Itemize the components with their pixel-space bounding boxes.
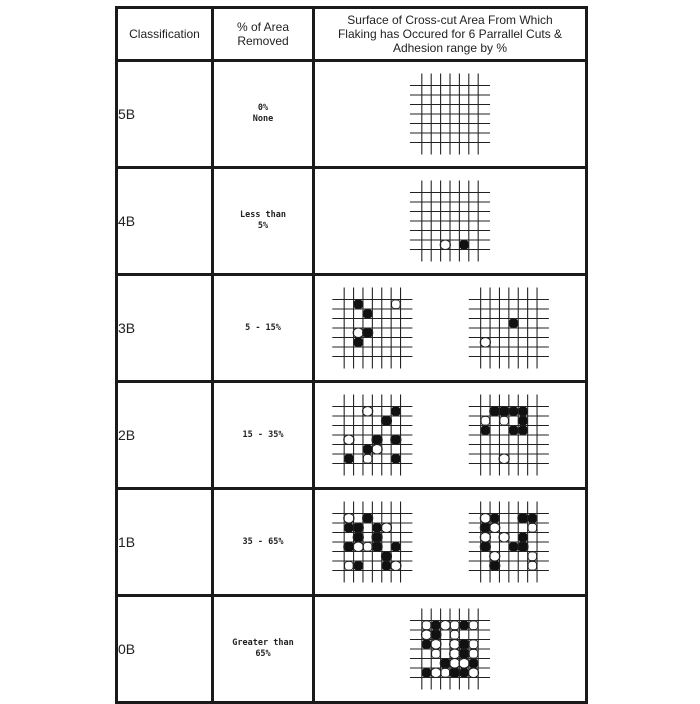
flaked-cell — [372, 542, 382, 552]
flaked-cell — [499, 454, 509, 464]
flaked-cell — [459, 649, 469, 659]
flaked-cell — [480, 523, 490, 533]
flaked-cell — [345, 524, 353, 533]
classification-cell: 2B — [117, 382, 213, 489]
flaked-cell — [381, 416, 391, 426]
flaked-cell — [518, 542, 528, 552]
area-removed-text: Greater than 65% — [232, 638, 294, 659]
area-removed-text: Less than 5% — [239, 210, 287, 231]
flaked-cell — [372, 533, 382, 543]
crosscut-illustration — [315, 169, 585, 273]
flaked-cell — [469, 650, 477, 659]
flaked-cell — [382, 562, 390, 571]
flaked-cell — [431, 630, 441, 640]
flaked-cell — [518, 514, 528, 524]
flaked-cell — [450, 640, 460, 650]
crosscut-grid — [410, 609, 490, 690]
crosscut-illustration — [315, 62, 585, 166]
area-removed-text: 0% None — [252, 103, 274, 124]
flaked-cell — [509, 319, 517, 328]
flaked-cell — [440, 240, 450, 250]
flaked-cell — [499, 533, 509, 543]
flaked-cell — [468, 668, 478, 678]
flaked-cell — [450, 668, 460, 678]
flaked-cell — [500, 417, 508, 426]
table-row-3b — [117, 275, 587, 382]
flaked-cell — [421, 630, 431, 640]
flaked-cell — [450, 631, 458, 640]
classification-cell: 0B — [117, 596, 213, 703]
flaked-cell — [392, 300, 400, 309]
flaked-cell — [450, 649, 460, 659]
flaked-cell — [519, 426, 527, 435]
area-removed-cell — [213, 61, 314, 168]
flaked-cell — [391, 561, 401, 571]
flaked-cell — [422, 621, 430, 630]
header-surface-label: Surface of Cross-cut Area From Which Flaking has Occured for 6 Parrallel Cuts & Adhesion range by % — [337, 13, 563, 55]
area-removed-cell — [213, 382, 314, 489]
flaked-cell — [528, 562, 536, 571]
flaked-cell — [362, 407, 372, 417]
flaked-cell — [460, 621, 468, 630]
crosscut-illustration — [315, 383, 585, 487]
flaked-cell — [480, 542, 490, 552]
crosscut-illustration — [315, 597, 585, 701]
header-area-removed — [213, 8, 314, 61]
area-removed-text: 35 - 65% — [242, 536, 284, 547]
flaked-cell — [481, 426, 489, 435]
table-row-4b — [117, 168, 587, 275]
classification-cell: 3B — [117, 275, 213, 382]
flaked-cell — [440, 659, 450, 669]
flaked-cell — [344, 514, 354, 524]
header-surface — [314, 8, 587, 61]
flaked-cell — [381, 523, 391, 533]
flaked-cell — [422, 640, 430, 649]
flaked-cell — [469, 621, 477, 630]
flaked-cell — [459, 659, 469, 669]
table-row-5b — [117, 61, 587, 168]
classification-cell: 1B — [117, 489, 213, 596]
flaked-cell — [499, 407, 509, 417]
flaked-cell — [363, 310, 371, 319]
flaked-cell — [528, 514, 536, 523]
flaked-cell — [432, 621, 440, 630]
flaked-cell — [519, 407, 527, 416]
flaked-cell — [490, 552, 500, 562]
table-row-2b — [117, 382, 587, 489]
flaked-cell — [372, 445, 382, 455]
flaked-cell — [431, 640, 441, 650]
flaked-cell — [450, 621, 458, 630]
crosscut-grid — [332, 288, 412, 369]
flaked-cell — [354, 300, 362, 309]
flaked-cell — [363, 455, 371, 464]
flaked-cell — [392, 455, 400, 464]
flaked-cell — [519, 417, 527, 426]
flaked-cell — [373, 524, 381, 533]
classification-cell: 5B — [117, 61, 213, 168]
header-classification-label: Classification — [129, 27, 200, 41]
flaked-cell — [345, 562, 353, 571]
crosscut-illustration-cell — [314, 168, 587, 275]
flaked-cell — [469, 659, 477, 668]
flaked-cell — [344, 435, 354, 445]
flaked-cell — [353, 328, 363, 338]
area-removed-text: 15 - 35% — [242, 429, 284, 440]
crosscut-illustration-cell — [314, 275, 587, 382]
flaked-cell — [519, 533, 527, 542]
crosscut-grid — [469, 395, 549, 476]
flaked-cell — [362, 328, 372, 338]
flaked-cell — [431, 668, 441, 678]
crosscut-grid — [469, 288, 549, 369]
crosscut-grid — [410, 74, 490, 155]
flaked-cell — [362, 514, 372, 524]
flaked-cell — [480, 533, 490, 543]
area-removed-cell — [213, 275, 314, 382]
flaked-cell — [509, 407, 517, 416]
flaked-cell — [459, 640, 469, 650]
flaked-cell — [481, 417, 489, 426]
crosscut-illustration-cell — [314, 596, 587, 703]
flaked-cell — [460, 241, 468, 250]
crosscut-grid — [332, 502, 412, 583]
flaked-cell — [490, 407, 500, 417]
adhesion-classification-table-wrapper — [115, 6, 585, 694]
classification-cell: 4B — [117, 168, 213, 275]
flaked-cell — [528, 524, 536, 533]
flaked-cell — [509, 426, 517, 435]
area-removed-cell — [213, 168, 314, 275]
adhesion-classification-table — [115, 6, 588, 704]
flaked-cell — [353, 523, 363, 533]
crosscut-grid — [469, 502, 549, 583]
crosscut-illustration — [315, 276, 585, 380]
crosscut-grid — [410, 181, 490, 262]
flaked-cell — [469, 640, 477, 649]
flaked-cell — [528, 552, 536, 561]
flaked-cell — [392, 407, 400, 416]
header-row — [117, 8, 587, 61]
area-removed-cell — [213, 489, 314, 596]
flaked-cell — [460, 669, 468, 678]
flaked-cell — [480, 338, 490, 348]
flaked-cell — [422, 669, 430, 678]
flaked-cell — [363, 543, 371, 552]
table-row-1b — [117, 489, 587, 596]
flaked-cell — [372, 435, 382, 445]
crosscut-illustration-cell — [314, 61, 587, 168]
flaked-cell — [491, 514, 499, 523]
header-classification — [117, 8, 213, 61]
flaked-cell — [450, 659, 460, 669]
flaked-cell — [490, 561, 500, 571]
flaked-cell — [344, 542, 354, 552]
area-removed-cell — [213, 596, 314, 703]
flaked-cell — [354, 338, 362, 347]
flaked-cell — [440, 621, 450, 631]
table-row-0b — [117, 596, 587, 703]
flaked-cell — [345, 455, 353, 464]
header-area-removed-label: % of Area Removed — [236, 20, 290, 48]
flaked-cell — [354, 562, 362, 571]
flaked-cell — [392, 543, 400, 552]
flaked-cell — [490, 523, 500, 533]
crosscut-illustration-cell — [314, 489, 587, 596]
crosscut-grid — [332, 395, 412, 476]
flaked-cell — [432, 650, 440, 659]
flaked-cell — [363, 445, 371, 454]
flaked-cell — [353, 542, 363, 552]
crosscut-illustration — [315, 490, 585, 594]
flaked-cell — [509, 543, 517, 552]
flaked-cell — [480, 514, 490, 524]
flaked-cell — [381, 552, 391, 562]
area-removed-text: 5 - 15% — [245, 322, 281, 333]
crosscut-illustration-cell — [314, 382, 587, 489]
flaked-cell — [353, 533, 363, 543]
flaked-cell — [391, 435, 401, 445]
flaked-cell — [441, 669, 449, 678]
